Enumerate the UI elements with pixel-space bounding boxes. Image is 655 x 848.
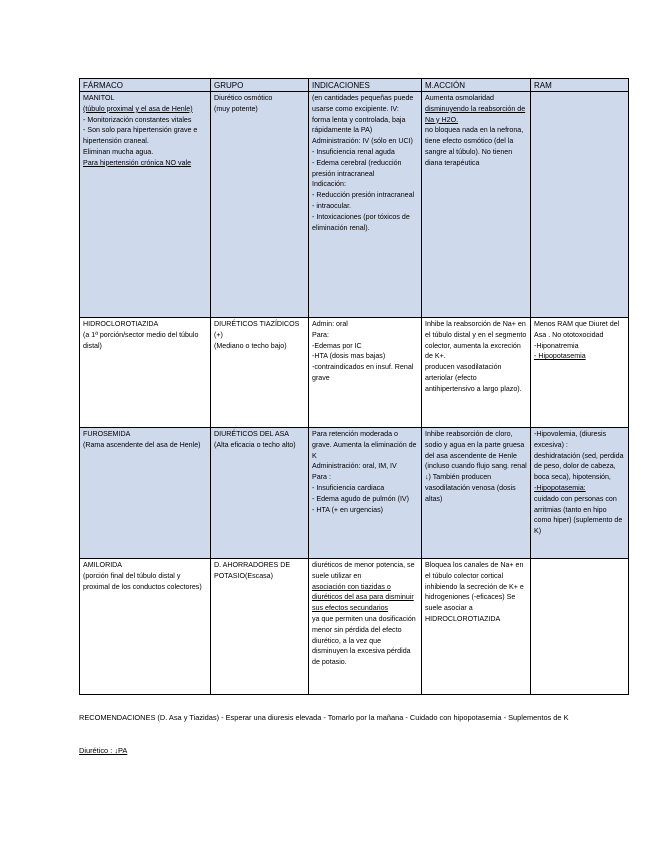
cell-line: asociación con tiazidas o diuréticos del asa para disminuir sus efectos secundarios xyxy=(312,582,414,613)
cell-ram xyxy=(531,428,629,559)
cell-line: (muy potente) xyxy=(214,104,258,113)
cell-line: AMILORIDA xyxy=(83,561,123,569)
cell-line: Diurético osmótico xyxy=(214,94,273,102)
table-row xyxy=(80,559,629,695)
cell-line: Administración: IV (sólo en UCI) xyxy=(312,137,413,146)
cell-line: deshidratación (sed, perdida de peso, dolor de cabeza, boca seca), hipotensión, xyxy=(534,451,624,482)
cell-line: Administración: oral, IM, IV xyxy=(312,462,397,471)
cell-ram xyxy=(531,92,629,318)
table-row xyxy=(80,318,629,428)
cell-line: cuidado con personas con arritmias (tanto en hipo como hiper) (suplemento de K) xyxy=(534,494,623,536)
cell-line: producen vasodilatación arteriolar (efecto antihipertensivo a largo plazo). xyxy=(425,363,522,393)
cell-line: Para retención moderada o grave. Aumenta la eliminación de K xyxy=(312,430,417,460)
cell-line: FUROSEMIDA xyxy=(83,430,131,438)
cell-line: - Son solo para hipertensión grave e hipertensión craneal. xyxy=(83,126,198,146)
cell-farmaco xyxy=(80,92,211,318)
cell-line: (Rama ascendente del asa de Henle) xyxy=(83,440,201,449)
cell-line: Aumenta osmolaridad xyxy=(425,94,495,102)
cell-line: DIURÉTICOS DEL ASA xyxy=(214,430,290,438)
drug-table xyxy=(79,78,629,695)
cell-line: Inhibe reabsorción de cloro, sodio y agua en la parte gruesa del asa ascendente de Henle (incluso cuando flujo sang. renal ↓) También producen vasodilatación venosa (dosis altas) xyxy=(425,430,527,503)
cell-line: (a 1ª porción/sector medio del túbulo distal) xyxy=(83,330,199,350)
cell-line: Para hipertensión crónica NO vale xyxy=(83,158,192,167)
cell-line: - Reducción presión intracraneal xyxy=(312,191,415,200)
cell-line: Para: xyxy=(312,330,329,339)
cell-line: Indicación: xyxy=(312,180,346,189)
cell-line: Admin: oral xyxy=(312,320,348,328)
recommendations-text: RECOMENDACIONES (D. Asa y Tiazidas) - Esperar una diuresis elevada - Tomarlo por la mañana - Cuidado con hipopotasemia - Suplementos de K xyxy=(79,713,569,722)
cell-line: -Hipopotasemia: xyxy=(534,483,586,492)
table-row xyxy=(80,92,629,318)
header-row xyxy=(80,79,629,92)
header-accion: M.ACCIÓN xyxy=(422,79,531,92)
cell-accion xyxy=(422,92,531,318)
cell-line: Inhibe la reabsorción de Na+ en el túbulo distal y en el segmento colector, aumenta la excreción de K+. xyxy=(425,320,527,361)
cell-grupo xyxy=(211,559,309,695)
cell-indicaciones xyxy=(309,92,422,318)
cell-line: MANITOL xyxy=(83,94,115,102)
header-indicaciones: INDICACIONES xyxy=(309,79,422,92)
cell-indicaciones xyxy=(309,428,422,559)
cell-accion xyxy=(422,559,531,695)
diuretic-note: Diurético : ↓PA xyxy=(79,746,128,755)
cell-line: HIDROCLOROTIAZIDA xyxy=(425,614,501,623)
cell-ram xyxy=(531,559,629,695)
cell-line: -contraindicados en insuf. Renal grave xyxy=(312,363,414,382)
cell-line: -Edemas por IC xyxy=(312,341,362,350)
cell-line: - Edema cerebral (reducción presión intracraneal xyxy=(312,158,402,178)
cell-line: Menos RAM que Diuret del Asa . No ototoxocidad xyxy=(534,320,620,339)
cell-line: - Insuficiencia cardiaca xyxy=(312,483,385,492)
header-grupo: GRUPO xyxy=(211,79,309,92)
cell-line: -Hipovolemia, (diuresis excesiva) : xyxy=(534,430,607,449)
cell-line: D. AHORRADORES DE POTASIO(Escasa) xyxy=(214,561,291,580)
cell-line: diuréticos de menor potencia, se suele utilizar en xyxy=(312,561,415,580)
header-farmaco: FÁRMACO xyxy=(80,79,211,92)
cell-line: (porción final del túbulo distal y proximal de los conductos colectores) xyxy=(83,571,202,591)
cell-line: ya que permiten una dosificación menor sin pérdida del efecto diurético, a la vez que disminuyen la excesiva pérdida de potasio. xyxy=(312,614,416,667)
cell-grupo xyxy=(211,318,309,428)
cell-line: DIURÉTICOS TIAZÍDICOS (+) xyxy=(214,320,300,339)
cell-line: - Hipopotasemia xyxy=(534,352,586,361)
cell-line: - Monitorización constantes vitales xyxy=(83,115,192,124)
cell-line: - Intoxicaciones (por tóxicos de eliminación renal). xyxy=(312,212,410,232)
cell-line: - Insuficiencia renal aguda xyxy=(312,147,395,156)
cell-line: - HTA (+ en urgencias) xyxy=(312,505,384,514)
cell-farmaco xyxy=(80,559,211,695)
cell-farmaco xyxy=(80,428,211,559)
cell-line: disminuyendo la reabsorción de Na y H2O. xyxy=(425,104,526,124)
cell-indicaciones xyxy=(309,318,422,428)
cell-line: -HTA (dosis mas bajas) xyxy=(312,352,386,361)
cell-line: - intraocular. xyxy=(312,201,352,210)
cell-line: Eliminan mucha agua. xyxy=(83,147,154,156)
cell-accion xyxy=(422,428,531,559)
cell-line: - Edema agudo de pulmón (IV) xyxy=(312,494,410,503)
cell-line: (Mediano o techo bajo) xyxy=(214,341,287,350)
cell-indicaciones xyxy=(309,559,422,695)
table-row xyxy=(80,428,629,559)
cell-line: Para : xyxy=(312,473,331,482)
cell-accion xyxy=(422,318,531,428)
cell-line: (túbulo proximal y el asa de Henle) xyxy=(83,104,193,113)
cell-ram xyxy=(531,318,629,428)
cell-line: Bloquea los canales de Na+ en el túbulo colector cortical inhibiendo la secreción de K+ e hidrogeniones (-eficaces) Se suele asociar a xyxy=(425,561,524,613)
cell-line: -Hiponatremia xyxy=(534,341,579,350)
header-ram: RAM xyxy=(531,79,629,92)
cell-grupo xyxy=(211,428,309,559)
cell-farmaco xyxy=(80,318,211,428)
cell-line: no bloquea nada en la nefrona, tiene efecto osmótico (del la sangre al túbulo). No tienen diana terapéutica xyxy=(425,126,524,167)
cell-grupo xyxy=(211,92,309,318)
cell-line: HIDROCLOROTIAZIDA xyxy=(83,320,159,328)
cell-line: (en cantidades pequeñas puede usarse como excipiente. IV: forma lenta y controlada, baja rápidamente la PA) xyxy=(312,94,414,135)
cell-line: (Alta eficacia o techo alto) xyxy=(214,440,296,449)
